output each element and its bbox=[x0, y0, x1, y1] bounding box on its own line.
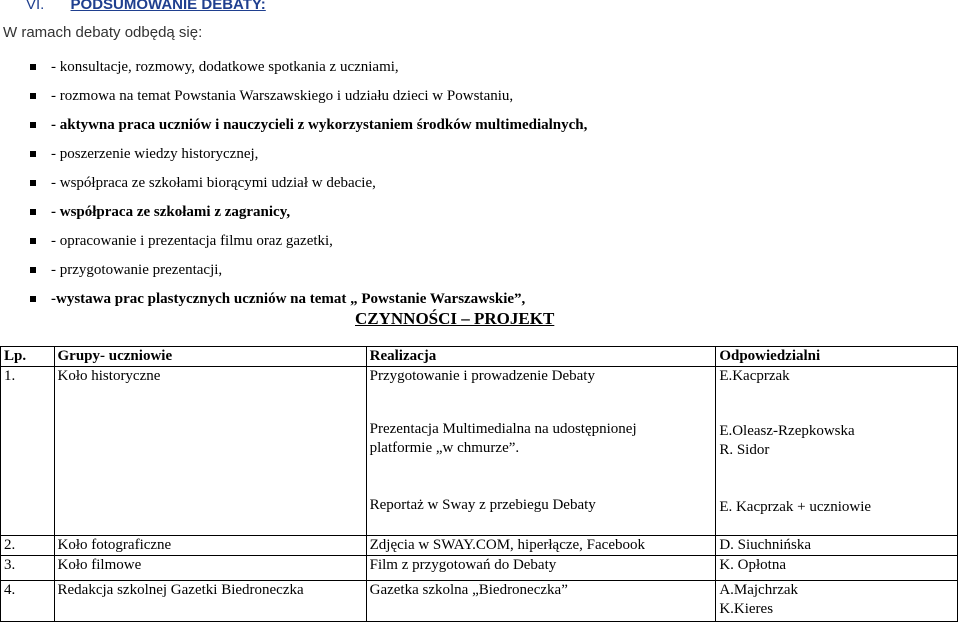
cell-group: Koło fotograficzne bbox=[54, 536, 366, 556]
activities-table bbox=[0, 346, 958, 622]
header-responsible: Odpowiedzialni bbox=[716, 347, 958, 367]
cell-group: Koło historyczne bbox=[54, 367, 366, 536]
header-groups: Grupy- uczniowie bbox=[54, 347, 366, 367]
cell-lp: 4. bbox=[1, 581, 55, 622]
table-row bbox=[1, 556, 958, 581]
cell-group: Koło filmowe bbox=[54, 556, 366, 581]
header-realization: Realizacja bbox=[366, 347, 716, 367]
cell-realization: Zdjęcia w SWAY.COM, hiperłącze, Facebook bbox=[366, 536, 716, 556]
cell-realization: Gazetka szkolna „Biedroneczka” bbox=[366, 581, 716, 622]
responsible-line: A.Majchrzak bbox=[719, 582, 799, 598]
table-row bbox=[1, 536, 958, 556]
section-number: VI. bbox=[26, 0, 45, 13]
responsible-line: R. Sidor bbox=[719, 442, 770, 458]
realization-line: platformie „w chmurze”. bbox=[369, 440, 520, 456]
responsible-line: E.Kacprzak bbox=[719, 368, 790, 384]
square-bullet-icon bbox=[30, 180, 36, 186]
square-bullet-icon bbox=[30, 93, 36, 99]
responsible-line: E. Kacprzak + uczniowie bbox=[719, 499, 872, 515]
list-item: - rozmowa na temat Powstania Warszawskiego i udziału dzieci w Powstaniu, bbox=[30, 86, 587, 115]
cell-realization bbox=[366, 367, 716, 536]
table-row bbox=[1, 367, 958, 536]
square-bullet-icon bbox=[30, 267, 36, 273]
cell-lp: 1. bbox=[1, 367, 55, 536]
cell-realization: Film z przygotowań do Debaty bbox=[366, 556, 716, 581]
activities-list bbox=[30, 57, 587, 318]
list-item: - przygotowanie prezentacji, bbox=[30, 260, 587, 289]
list-item: -wystawa prac plastycznych uczniów na temat „ Powstanie Warszawskie”, bbox=[30, 289, 587, 318]
cell-group: Redakcja szkolnej Gazetki Biedroneczka bbox=[54, 581, 366, 622]
square-bullet-icon bbox=[30, 64, 36, 70]
list-item: - aktywna praca uczniów i nauczycieli z wykorzystaniem środków multimedialnych, bbox=[30, 115, 587, 144]
realization-line: Prezentacja Multimedialna na udostępnionej bbox=[369, 421, 637, 437]
realization-line: Reportaż w Sway z przebiegu Debaty bbox=[369, 497, 596, 513]
cell-responsible bbox=[716, 367, 958, 536]
cell-responsible: K. Opłotna bbox=[716, 556, 958, 581]
intro-text: W ramach debaty odbędą się: bbox=[3, 24, 203, 41]
table-row bbox=[1, 581, 958, 622]
header-lp: Lp. bbox=[1, 347, 55, 367]
list-item: - współpraca ze szkołami z zagranicy, bbox=[30, 202, 587, 231]
square-bullet-icon bbox=[30, 122, 36, 128]
project-section-title: CZYNNOŚCI – PROJEKT bbox=[355, 309, 555, 328]
section-title-heading: PODSUMOWANIE DEBATY: bbox=[70, 0, 266, 13]
list-item: - współpraca ze szkołami biorącymi udział w debacie, bbox=[30, 173, 587, 202]
square-bullet-icon bbox=[30, 296, 36, 302]
square-bullet-icon bbox=[30, 151, 36, 157]
cell-lp: 2. bbox=[1, 536, 55, 556]
cell-lp: 3. bbox=[1, 556, 55, 581]
responsible-line: E.Oleasz-Rzepkowska bbox=[719, 423, 855, 439]
square-bullet-icon bbox=[30, 238, 36, 244]
cell-responsible: D. Siuchnińska bbox=[716, 536, 958, 556]
cell-responsible bbox=[716, 581, 958, 622]
realization-line: Przygotowanie i prowadzenie Debaty bbox=[369, 368, 595, 384]
responsible-line: K.Kieres bbox=[719, 601, 774, 617]
list-item: - poszerzenie wiedzy historycznej, bbox=[30, 144, 587, 173]
table-header-row bbox=[1, 347, 958, 367]
list-item: - konsultacje, rozmowy, dodatkowe spotkania z uczniami, bbox=[30, 57, 587, 86]
square-bullet-icon bbox=[30, 209, 36, 215]
list-item: - opracowanie i prezentacja filmu oraz gazetki, bbox=[30, 231, 587, 260]
section-heading bbox=[26, 0, 266, 13]
